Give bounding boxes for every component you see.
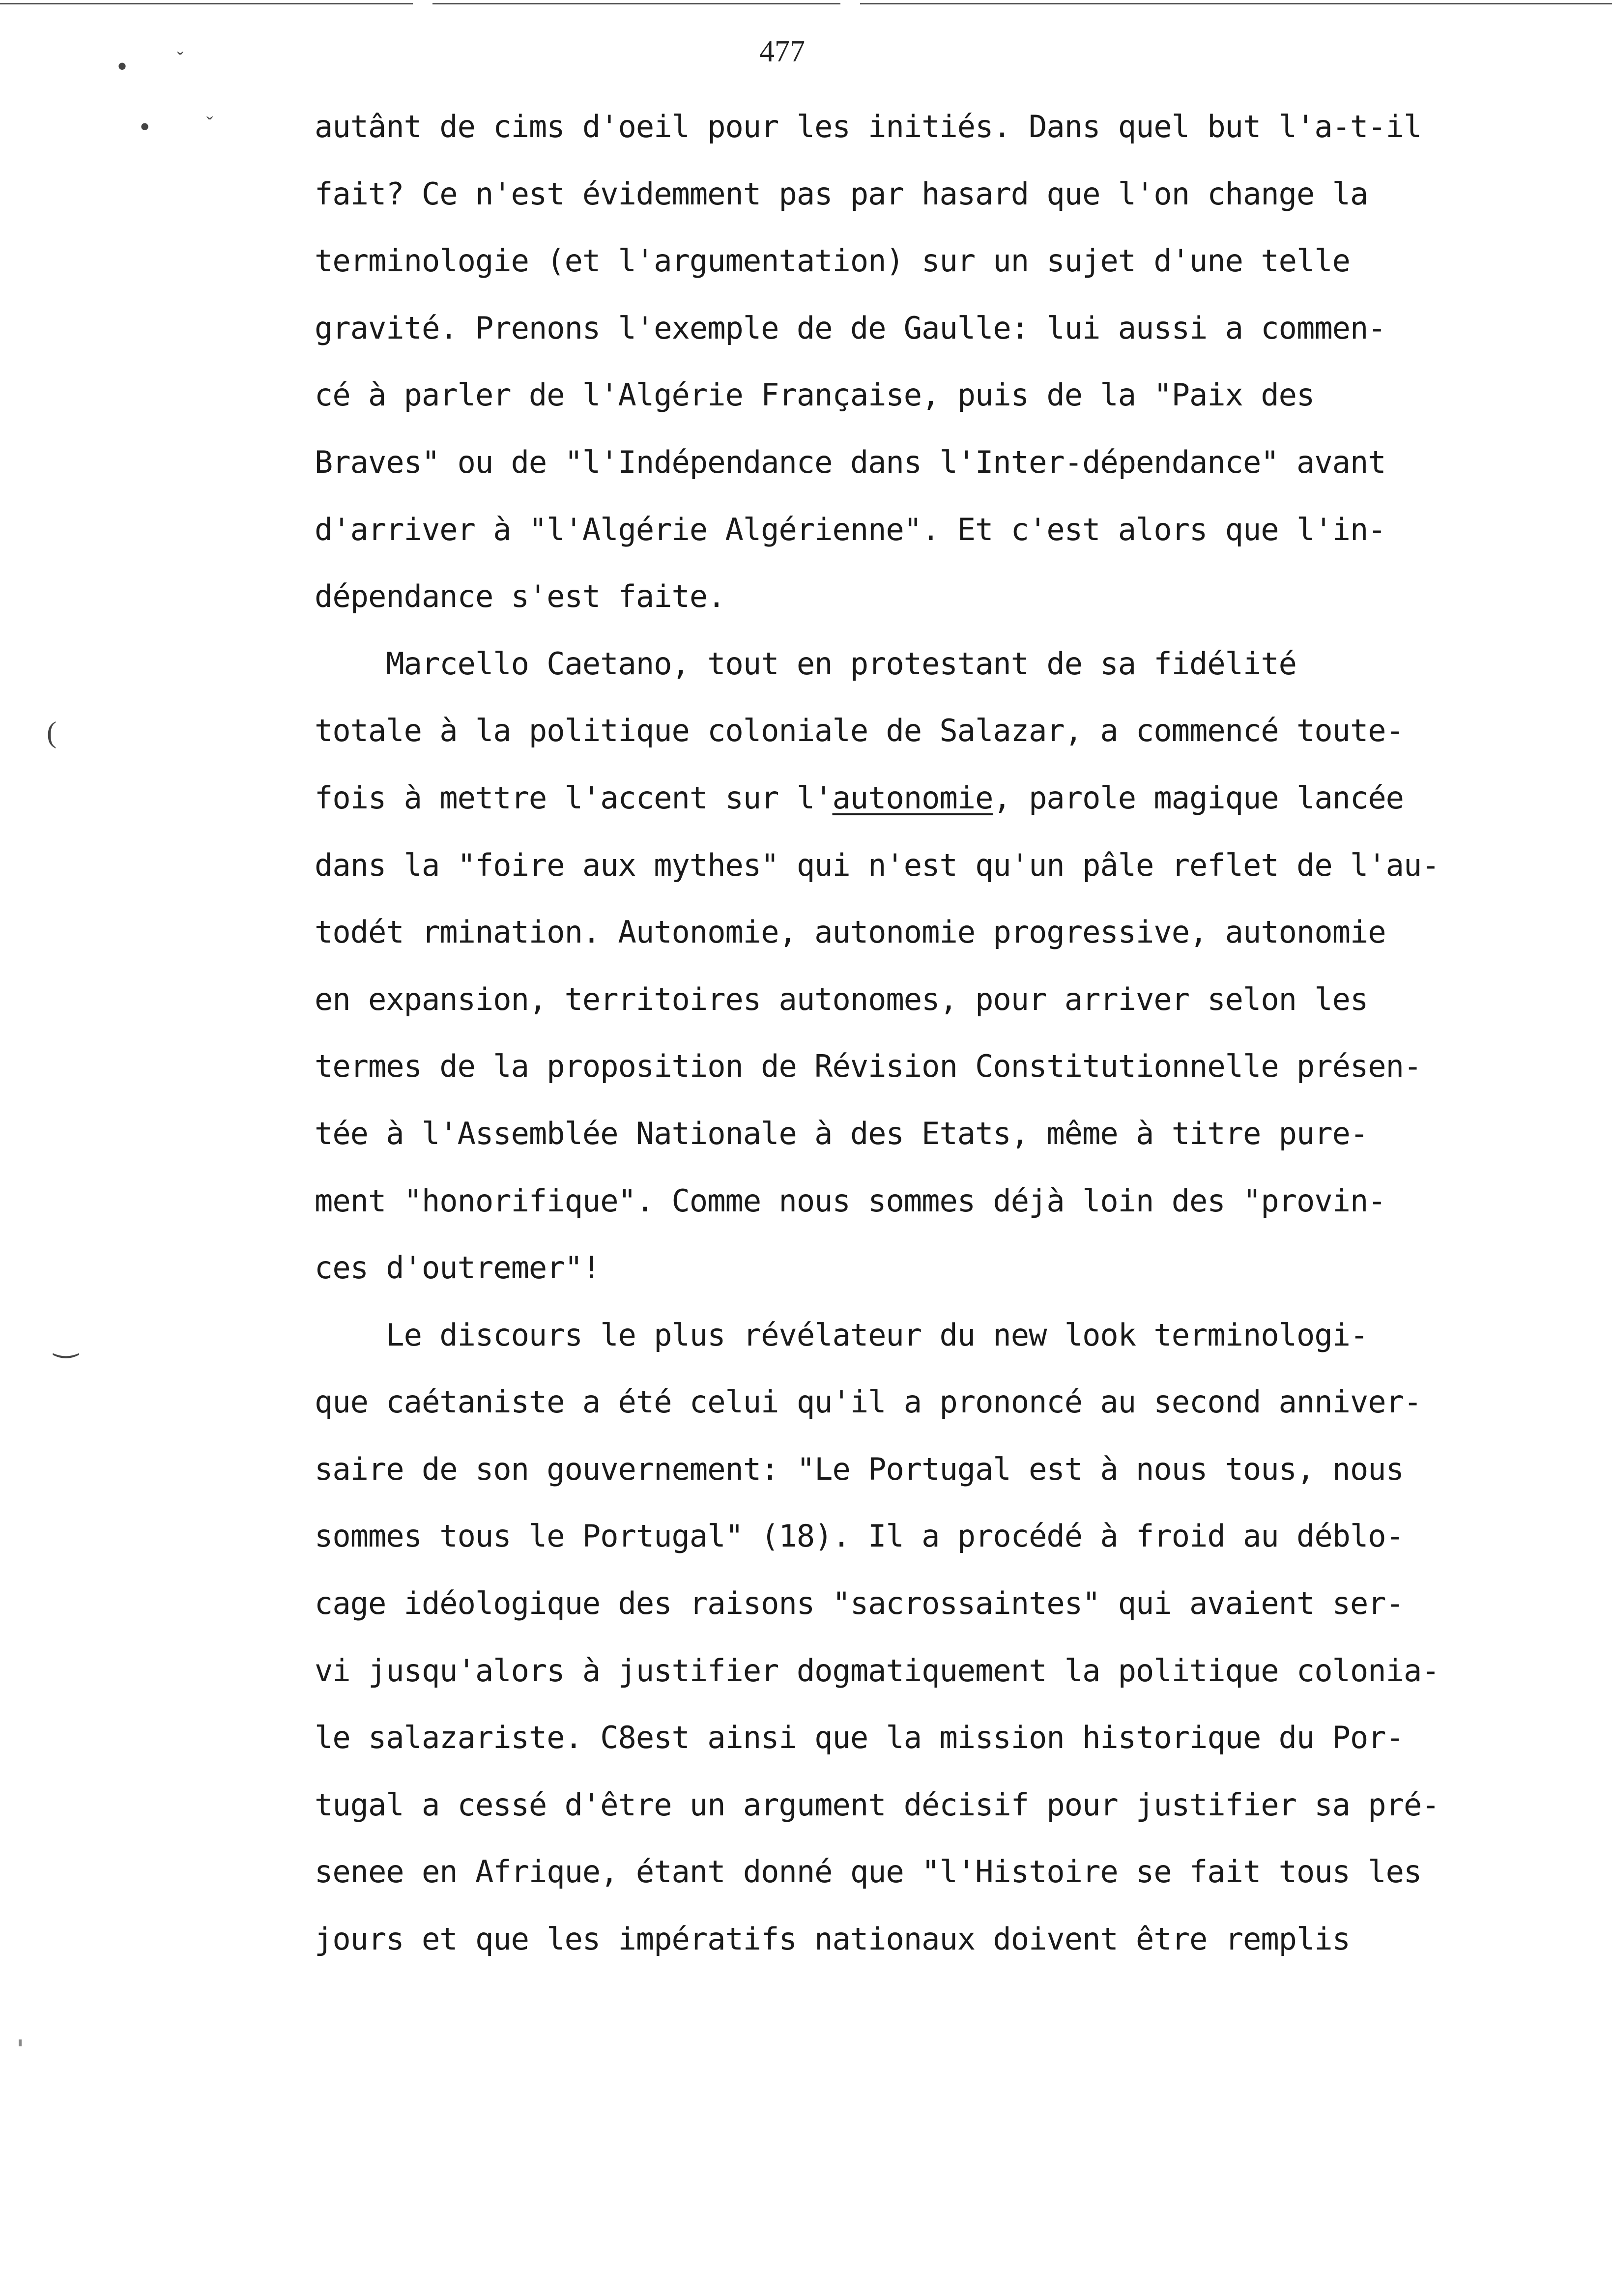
text-line: gravité. Prenons l'exemple de de Gaulle: lui aussi a commen- xyxy=(315,310,1386,346)
text-line: saire de son gouvernement: "Le Portugal est à nous tous, nous xyxy=(315,1451,1404,1487)
text-line: dépendance s'est faite. xyxy=(315,578,725,615)
text-line: Marcello Caetano, tout en protestant de sa fidélité xyxy=(315,645,1296,682)
text-line: dans la "foire aux mythes" qui n'est qu'un pâle reflet de l'au- xyxy=(315,847,1439,883)
margin-dot-mark: • xyxy=(117,50,128,83)
text-line: cage idéologique des raisons "sacrossaintes" qui avaient ser- xyxy=(315,1585,1404,1622)
text-line: Braves" ou de "l'Indépendance dans l'Inter-dépendance" avant xyxy=(315,444,1386,480)
margin-tick-mark xyxy=(19,2039,22,2046)
margin-bracket-mark: ( xyxy=(47,716,57,748)
text-line-end: , parole magique lancée xyxy=(993,779,1404,816)
text-line: vi jusqu'alors à justifier dogmatiquement la politique colonia- xyxy=(315,1652,1439,1689)
margin-bracket-mark: ‿ xyxy=(54,1325,78,1358)
page-number: 477 xyxy=(759,35,805,68)
text-line: termes de la proposition de Révision Constitutionnelle présen- xyxy=(315,1048,1422,1085)
text-line: d'arriver à "l'Algérie Algérienne". Et c'est alors que l'in- xyxy=(315,511,1386,547)
text-line: cé à parler de l'Algérie Française, puis de la "Paix des xyxy=(315,377,1315,413)
margin-dot-mark: • xyxy=(140,111,150,143)
typed-text-body xyxy=(315,93,1612,1973)
text-line: todét rmination. Autonomie, autonomie progressive, autonomie xyxy=(315,914,1386,950)
text-line: autânt de cims d'oeil pour les initiés. Dans quel but l'a-t-il xyxy=(315,109,1422,144)
text-line: Le discours le plus révélateur du new look terminologi- xyxy=(315,1317,1368,1353)
top-border-rule-middle xyxy=(432,3,840,4)
text-line: ces d'outremer"! xyxy=(315,1250,601,1286)
top-border-rule-right xyxy=(860,3,1612,4)
text-line xyxy=(315,765,1612,832)
margin-dot-mark: ˇ xyxy=(177,48,184,70)
text-line: senee en Afrique, étant donné que "l'Histoire se fait tous les xyxy=(315,1854,1422,1890)
text-line: totale à la politique coloniale de Salazar, a commencé toute- xyxy=(315,713,1404,749)
text-line: le salazariste. C8est ainsi que la mission historique du Por- xyxy=(315,1720,1404,1756)
text-line: terminologie (et l'argumentation) sur un sujet d'une telle xyxy=(315,243,1350,279)
text-line: tée à l'Assemblée Nationale à des Etats, même à titre pure- xyxy=(315,1115,1368,1151)
top-border-rule-left xyxy=(0,3,413,4)
text-line: ment "honorifique". Comme nous sommes déjà loin des "provin- xyxy=(315,1182,1386,1219)
underlined-word: autonomie xyxy=(832,779,993,816)
text-line: sommes tous le Portugal" (18). Il a procédé à froid au déblo- xyxy=(315,1518,1404,1554)
text-line: tugal a cessé d'être un argument décisif pour justifier sa pré- xyxy=(315,1786,1439,1823)
margin-dot-mark: ˇ xyxy=(206,113,213,135)
text-line: en expansion, territoires autonomes, pour arriver selon les xyxy=(315,981,1368,1017)
text-line: fait? Ce n'est évidemment pas par hasard que l'on change la xyxy=(315,175,1368,212)
text-line: jours et que les impératifs nationaux doivent être remplis xyxy=(315,1921,1350,1957)
text-line-start: fois à mettre l'accent sur l' xyxy=(315,779,833,816)
text-line: que caétaniste a été celui qu'il a prononcé au second anniver- xyxy=(315,1384,1422,1420)
